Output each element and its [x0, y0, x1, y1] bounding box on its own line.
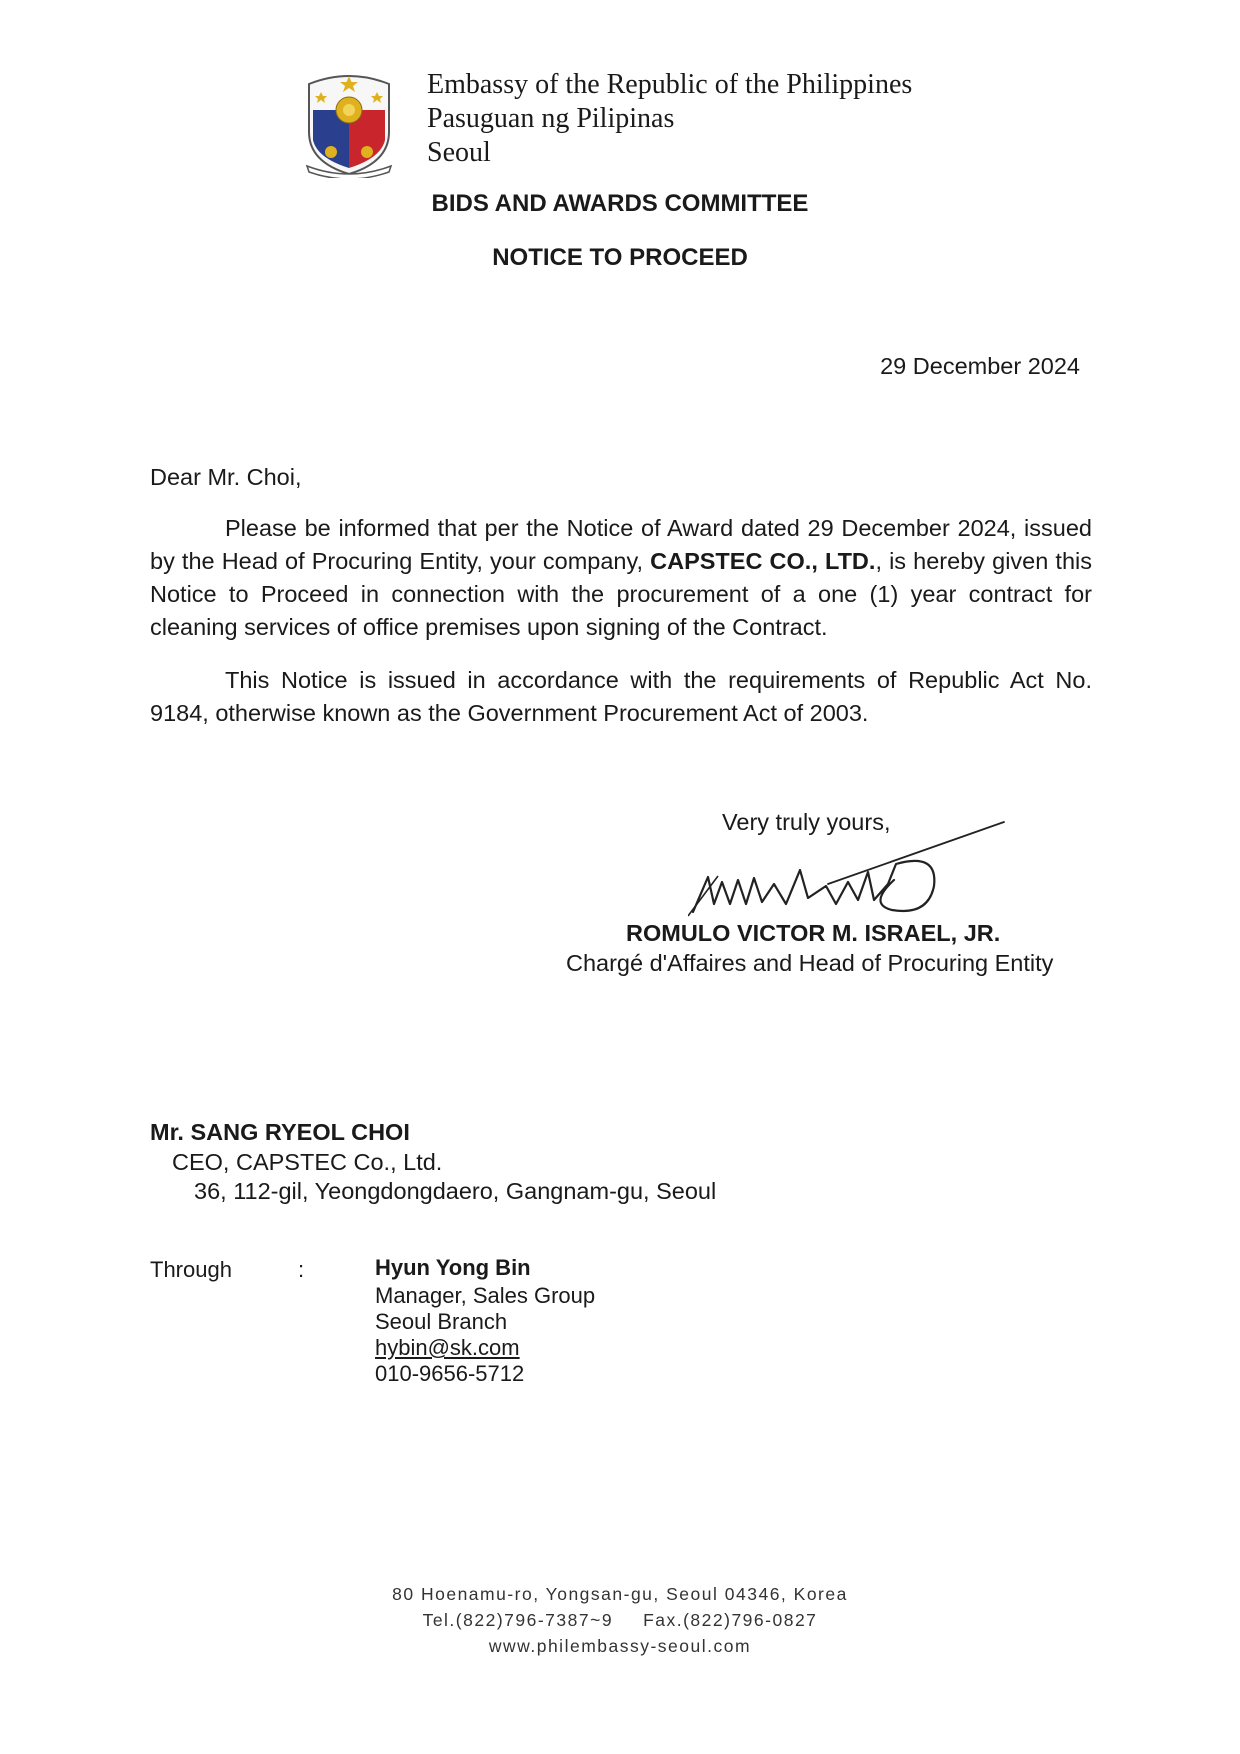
- document-title: NOTICE TO PROCEED: [492, 244, 748, 271]
- footer-fax: Fax.(822)796-0827: [643, 1610, 818, 1630]
- through-colon: :: [298, 1257, 305, 1282]
- footer-tel: Tel.(822)796-7387~9: [422, 1610, 614, 1630]
- signature-icon: [688, 812, 1008, 922]
- paragraph1-text-after: , is hereby given this Notice to Proceed in connection with the procurement of a one (1) year contract for cleaning services of office premises upon signing of the Contract.: [150, 548, 1092, 640]
- letterhead-embassy-name: Embassy of the Republic of the Philippines: [427, 69, 913, 100]
- letter-date: 29 December 2024: [880, 353, 1080, 379]
- through-email-link[interactable]: hybin@sk.com: [375, 1335, 520, 1360]
- letterhead-filipino-name: Pasuguan ng Pilipinas: [427, 103, 675, 134]
- footer-address: 80 Hoenamu-ro, Yongsan-gu, Seoul 04346, Korea: [392, 1584, 848, 1604]
- through-branch: Seoul Branch: [375, 1309, 508, 1334]
- through-position: Manager, Sales Group: [375, 1283, 596, 1308]
- recipient-address: 36, 112-gil, Yeongdongdaero, Gangnam-gu, Seoul: [194, 1178, 717, 1204]
- committee-heading: BIDS AND AWARDS COMMITTEE: [431, 190, 809, 217]
- through-label: Through: [150, 1257, 232, 1282]
- letterhead-city: Seoul: [427, 137, 491, 168]
- through-name: Hyun Yong Bin: [375, 1255, 531, 1280]
- recipient-name: Mr. SANG RYEOL CHOI: [150, 1119, 410, 1145]
- through-phone: 010-9656-5712: [375, 1361, 525, 1386]
- footer-contacts: [0, 1607, 1240, 1633]
- signatory-name: ROMULO VICTOR M. ISRAEL, JR.: [626, 920, 1001, 946]
- closing: Very truly yours,: [722, 809, 891, 835]
- paragraph1-text-before: Please be informed that per the Notice of Award dated 29 December 2024, issued by the Head of Procuring Entity, your company,: [150, 515, 1092, 574]
- paragraph-notice-of-award: [150, 512, 1092, 644]
- philippine-seal-icon: [303, 70, 395, 178]
- signatory-title: Chargé d'Affaires and Head of Procuring Entity: [566, 950, 1054, 976]
- footer-website[interactable]: www.philembassy-seoul.com: [488, 1636, 752, 1656]
- company-name: CAPSTEC CO., LTD.: [650, 548, 876, 574]
- recipient-position: CEO, CAPSTEC Co., Ltd.: [172, 1149, 443, 1175]
- salutation: Dear Mr. Choi,: [150, 464, 302, 490]
- paragraph-republic-act: This Notice is issued in accordance with the requirements of Republic Act No. 9184, otherwise known as the Government Procurement Act of 2003.: [150, 667, 1092, 726]
